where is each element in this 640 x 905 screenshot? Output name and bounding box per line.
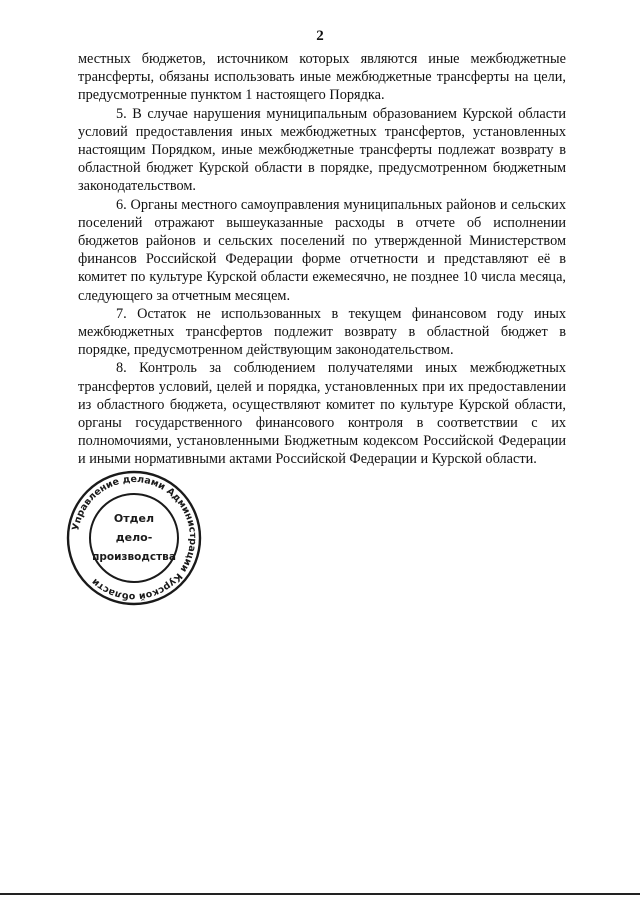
paragraph-6: 6. Органы местного самоуправления муниципальных районов и сельских поселений отражают вышеуказанные расходы в отчете об исполнении бюджетов районов и сельских поселений по утвержденной Министерством финансов Российской Федерации форме отчетности и представляют её в комитет по культуре Курской области ежемесячно, не позднее 10 числа месяца, следующего за отчетным месяцем. (78, 196, 566, 304)
paragraph-5: 5. В случае нарушения муниципальным образованием Курской области условий предоставления иных межбюджетных трансфертов, установленных настоящим Порядком, иные межбюджетные трансферты подлежат возврату в областной бюджет Курской области в порядке, предусмотренном бюджетным законодательством. (78, 105, 566, 195)
stamp-inner-line-2: дело- (115, 531, 153, 544)
stamp-inner-line-3: производства (92, 551, 176, 563)
page-number: 2 (316, 28, 324, 44)
stamp-outer-text: Управление делами Администрации Курской области (70, 473, 199, 603)
paragraph-8: 8. Контроль за соблюдением получателями иных межбюджетных трансфертов условий, целей и порядка, установленных при их предоставлении из областного бюджета, осуществляют комитет по культуре Курской области, органы государственного финансового контроля в соответствии с их полномочиями, установленными Бюджетным кодексом Российской Федерации и иными нормативными актами Российской Федерации и Курской области. (78, 360, 566, 468)
paragraph-7: 7. Остаток не использованных в текущем финансовом году иных межбюджетных трансфертов подлежит возврату в областной бюджет в порядке, предусмотренном действующим законодательством. (78, 305, 566, 359)
stamp-inner-line-1: Отдел (113, 512, 155, 525)
document-body (78, 50, 566, 469)
paragraph-continuation: местных бюджетов, источником которых являются иные межбюджетные трансферты, обязаны использовать иные межбюджетные трансферты на цели, предусмотренные пунктом 1 настоящего Порядка. (78, 51, 566, 104)
stamp-seal (64, 468, 204, 608)
office-stamp (64, 468, 204, 608)
bottom-scan-edge (0, 893, 640, 895)
